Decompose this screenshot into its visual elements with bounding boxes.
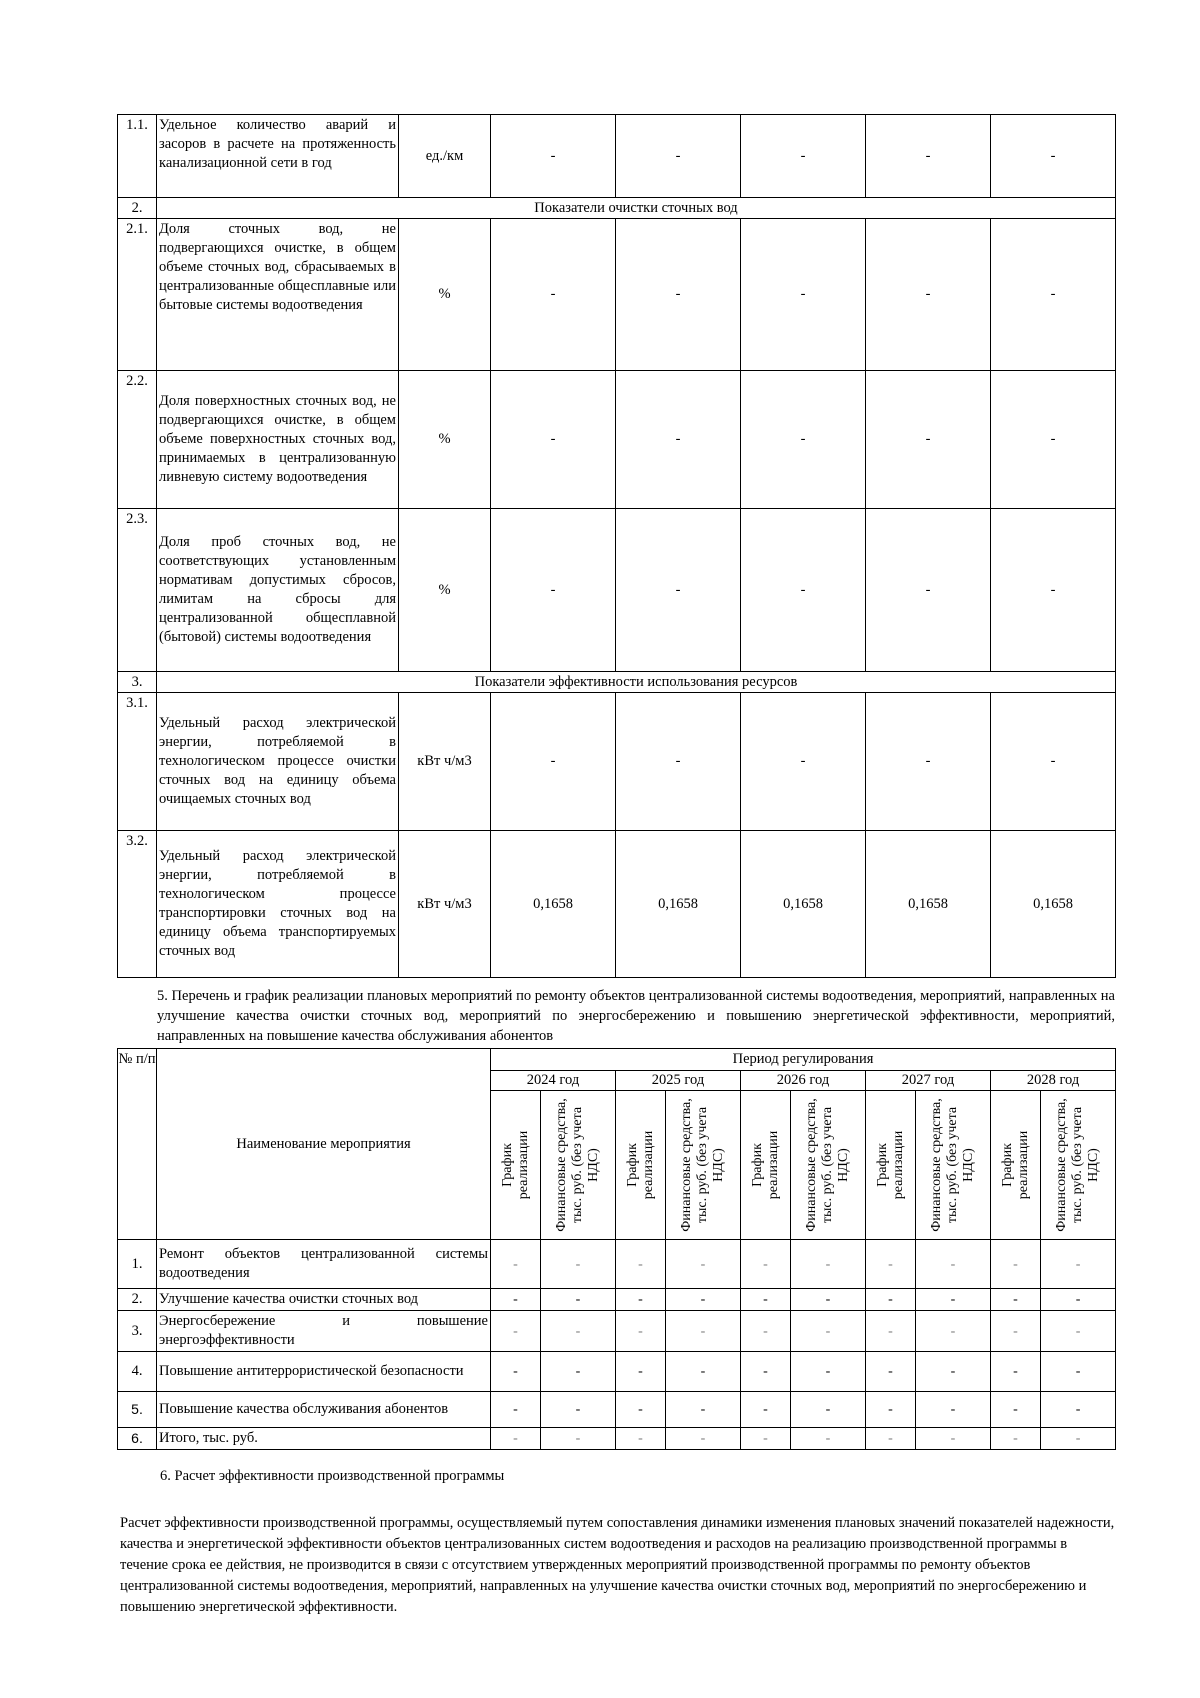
value-cell: - bbox=[741, 1392, 791, 1428]
value-cell: - bbox=[491, 371, 616, 509]
value-cell: - bbox=[1041, 1352, 1116, 1392]
schedule-subheader bbox=[991, 1091, 1041, 1240]
unit-cell: кВт ч/м3 bbox=[399, 693, 491, 831]
value-cell: - bbox=[866, 219, 991, 371]
value-cell: - bbox=[866, 371, 991, 509]
value-cell: - bbox=[666, 1289, 741, 1311]
finance-subheader bbox=[541, 1091, 616, 1240]
measure-name: Улучшение качества очистки сточных вод bbox=[157, 1289, 491, 1311]
value-cell: - bbox=[991, 1311, 1041, 1352]
value-cell: - bbox=[916, 1289, 991, 1311]
unit-cell: % bbox=[399, 509, 491, 672]
finance-subheader bbox=[916, 1091, 991, 1240]
value-cell: - bbox=[741, 1289, 791, 1311]
value-cell: - bbox=[1041, 1428, 1116, 1450]
value-cell: - bbox=[491, 1240, 541, 1289]
value-cell: - bbox=[791, 1289, 866, 1311]
value-cell: - bbox=[866, 1392, 916, 1428]
schedule-label: График реализации bbox=[999, 1130, 1031, 1200]
row-number: 2. bbox=[118, 1289, 157, 1311]
row-number: 2.1. bbox=[118, 219, 157, 371]
table-row bbox=[118, 1240, 1116, 1289]
value-cell: - bbox=[491, 509, 616, 672]
measure-name: Повышение качества обслуживания абонентов bbox=[157, 1392, 491, 1428]
indicator-name: Удельное количество аварий и засоров в расчете на протяженность канализационной сети в год bbox=[157, 115, 399, 198]
unit-cell: ед./км bbox=[399, 115, 491, 198]
value-cell: - bbox=[791, 1352, 866, 1392]
table-row bbox=[118, 1311, 1116, 1352]
table-row bbox=[118, 115, 1116, 198]
value-cell: 0,1658 bbox=[616, 831, 741, 978]
value-cell: - bbox=[791, 1240, 866, 1289]
measure-name: Энергосбережение и повышение энергоэффективности bbox=[157, 1311, 491, 1352]
measure-name: Итого, тыс. руб. bbox=[157, 1428, 491, 1450]
table-row bbox=[118, 1428, 1116, 1450]
value-cell: - bbox=[866, 1289, 916, 1311]
value-cell: 0,1658 bbox=[991, 831, 1116, 978]
value-cell: 0,1658 bbox=[741, 831, 866, 978]
finance-subheader bbox=[1041, 1091, 1116, 1240]
col-num-header: № п/п bbox=[118, 1049, 157, 1240]
value-cell: - bbox=[991, 1428, 1041, 1450]
value-cell: - bbox=[616, 371, 741, 509]
value-cell: - bbox=[666, 1311, 741, 1352]
measure-name: Ремонт объектов централизованной системы водоотведения bbox=[157, 1240, 491, 1289]
value-cell: - bbox=[616, 115, 741, 198]
value-cell: - bbox=[991, 509, 1116, 672]
value-cell: - bbox=[541, 1352, 616, 1392]
value-cell: - bbox=[666, 1428, 741, 1450]
value-cell: - bbox=[666, 1352, 741, 1392]
value-cell: - bbox=[741, 693, 866, 831]
value-cell: - bbox=[916, 1428, 991, 1450]
year-header: 2024 год bbox=[491, 1071, 616, 1091]
value-cell: - bbox=[1041, 1289, 1116, 1311]
value-cell: - bbox=[916, 1392, 991, 1428]
value-cell: - bbox=[991, 1352, 1041, 1392]
value-cell: - bbox=[616, 219, 741, 371]
table-row bbox=[118, 1289, 1116, 1311]
section-number: 3. bbox=[118, 672, 157, 693]
finance-label: Финансовые средства, тыс. руб. (без учета НДС) bbox=[804, 1098, 851, 1232]
value-cell: - bbox=[616, 509, 741, 672]
schedule-subheader bbox=[491, 1091, 541, 1240]
value-cell: - bbox=[541, 1428, 616, 1450]
schedule-subheader bbox=[866, 1091, 916, 1240]
value-cell: - bbox=[866, 1311, 916, 1352]
section-5-heading: 5. Перечень и график реализации плановых мероприятий по ремонту объектов централизованной системы водоотведения, мероприятий, направленных на улучшение качества очистки сточных вод, мероприятий по энергосбережению и повышению энергетической эффективности, мероприятий, направленных на повышение качества обслуживания абонентов bbox=[157, 988, 1115, 1044]
unit-cell: кВт ч/м3 bbox=[399, 831, 491, 978]
section-title: Показатели эффективности использования ресурсов bbox=[157, 672, 1116, 693]
unit-cell: % bbox=[399, 219, 491, 371]
value-cell: - bbox=[1041, 1240, 1116, 1289]
table-row bbox=[118, 371, 1116, 509]
value-cell: - bbox=[491, 1428, 541, 1450]
value-cell: - bbox=[916, 1352, 991, 1392]
indicator-name: Удельный расход электрической энергии, потребляемой в технологическом процессе транспортировки сточных вод на единицу объема транспортируемых сточных вод bbox=[157, 831, 399, 978]
row-number: 3.2. bbox=[118, 831, 157, 978]
value-cell: - bbox=[491, 1352, 541, 1392]
row-number: 4. bbox=[118, 1352, 157, 1392]
value-cell: - bbox=[741, 1311, 791, 1352]
value-cell: - bbox=[616, 1392, 666, 1428]
period-header: Период регулирования bbox=[491, 1049, 1116, 1071]
value-cell: - bbox=[916, 1311, 991, 1352]
section-row bbox=[118, 672, 1116, 693]
value-cell: - bbox=[491, 115, 616, 198]
value-cell: - bbox=[791, 1428, 866, 1450]
value-cell: - bbox=[991, 371, 1116, 509]
schedule-label: График реализации bbox=[624, 1130, 656, 1200]
value-cell: - bbox=[791, 1392, 866, 1428]
table-row bbox=[118, 219, 1116, 371]
year-header: 2028 год bbox=[991, 1071, 1116, 1091]
value-cell: - bbox=[741, 371, 866, 509]
year-header: 2025 год bbox=[616, 1071, 741, 1091]
finance-label: Финансовые средства, тыс. руб. (без учета НДС) bbox=[1054, 1098, 1102, 1232]
value-cell: - bbox=[991, 115, 1116, 198]
indicators-table bbox=[117, 114, 1116, 978]
value-cell: - bbox=[916, 1240, 991, 1289]
value-cell: - bbox=[866, 693, 991, 831]
section-row bbox=[118, 198, 1116, 219]
row-number: 2.2. bbox=[118, 371, 157, 509]
value-cell: - bbox=[541, 1392, 616, 1428]
section-title: Показатели очистки сточных вод bbox=[157, 198, 1116, 219]
value-cell: - bbox=[1041, 1311, 1116, 1352]
value-cell: - bbox=[666, 1240, 741, 1289]
indicator-name: Удельный расход электрической энергии, потребляемой в технологическом процессе очистки сточных вод на единицу объема очищаемых сточных вод bbox=[157, 693, 399, 831]
table-row bbox=[118, 1392, 1116, 1428]
value-cell: - bbox=[491, 693, 616, 831]
value-cell: - bbox=[541, 1311, 616, 1352]
finance-label: Финансовые средства, тыс. руб. (без учета НДС) bbox=[929, 1098, 976, 1232]
finance-label: Финансовые средства, тыс. руб. (без учета НДС) bbox=[679, 1098, 726, 1232]
row-number: 1. bbox=[118, 1240, 157, 1289]
value-cell: - bbox=[541, 1240, 616, 1289]
unit-cell: % bbox=[399, 371, 491, 509]
value-cell: - bbox=[866, 1428, 916, 1450]
measure-name: Повышение антитеррористической безопасности bbox=[157, 1352, 491, 1392]
value-cell: 0,1658 bbox=[491, 831, 616, 978]
value-cell: - bbox=[741, 219, 866, 371]
finance-subheader bbox=[791, 1091, 866, 1240]
value-cell: - bbox=[991, 1240, 1041, 1289]
table-header-row bbox=[118, 1049, 1116, 1071]
table-row bbox=[118, 1352, 1116, 1392]
year-header: 2027 год bbox=[866, 1071, 991, 1091]
section-number: 2. bbox=[118, 198, 157, 219]
value-cell: - bbox=[791, 1311, 866, 1352]
schedule-label: График реализации bbox=[749, 1130, 781, 1200]
value-cell: - bbox=[491, 1289, 541, 1311]
schedule-label: График реализации bbox=[499, 1130, 531, 1200]
schedule-subheader bbox=[616, 1091, 666, 1240]
value-cell: - bbox=[1041, 1392, 1116, 1428]
value-cell: - bbox=[741, 1240, 791, 1289]
value-cell: - bbox=[866, 509, 991, 672]
value-cell: - bbox=[491, 1311, 541, 1352]
table-row bbox=[118, 509, 1116, 672]
value-cell: - bbox=[741, 509, 866, 672]
value-cell: - bbox=[491, 1392, 541, 1428]
value-cell: - bbox=[866, 1352, 916, 1392]
schedule-subheader bbox=[741, 1091, 791, 1240]
value-cell: - bbox=[741, 1352, 791, 1392]
value-cell: - bbox=[741, 1428, 791, 1450]
value-cell: - bbox=[991, 1392, 1041, 1428]
row-number: 3.1. bbox=[118, 693, 157, 831]
value-cell: 0,1658 bbox=[866, 831, 991, 978]
value-cell: - bbox=[866, 1240, 916, 1289]
row-number: 6. bbox=[118, 1428, 157, 1450]
finance-subheader bbox=[666, 1091, 741, 1240]
value-cell: - bbox=[616, 1240, 666, 1289]
schedule-label: График реализации bbox=[874, 1130, 906, 1200]
row-number: 5. bbox=[118, 1392, 157, 1428]
row-number: 3. bbox=[118, 1311, 157, 1352]
table-row bbox=[118, 831, 1116, 978]
value-cell: - bbox=[616, 693, 741, 831]
indicator-name: Доля проб сточных вод, не соответствующих установленным нормативам допустимых сбросов, лимитам на сбросы для централизованной общесплавной (бытовой) системы водоотведения bbox=[157, 509, 399, 672]
row-number: 2.3. bbox=[118, 509, 157, 672]
value-cell: - bbox=[616, 1428, 666, 1450]
row-number: 1.1. bbox=[118, 115, 157, 198]
year-header: 2026 год bbox=[741, 1071, 866, 1091]
value-cell: - bbox=[991, 693, 1116, 831]
measures-table bbox=[117, 1048, 1116, 1450]
value-cell: - bbox=[991, 219, 1116, 371]
value-cell: - bbox=[616, 1289, 666, 1311]
value-cell: - bbox=[616, 1311, 666, 1352]
indicator-name: Доля поверхностных сточных вод, не подвергающихся очистке, в общем объеме поверхностных сточных вод, принимаемых в централизованную ливневую систему водоотведения bbox=[157, 371, 399, 509]
value-cell: - bbox=[616, 1352, 666, 1392]
value-cell: - bbox=[491, 219, 616, 371]
col-name-header: Наименование мероприятия bbox=[157, 1049, 491, 1240]
section-6-heading: 6. Расчет эффективности производственной программы bbox=[160, 1468, 505, 1484]
indicator-name: Доля сточных вод, не подвергающихся очистке, в общем объеме сточных вод, сбрасываемых в централизованные общесплавные или бытовые системы водоотведения bbox=[157, 219, 399, 371]
value-cell: - bbox=[991, 1289, 1041, 1311]
value-cell: - bbox=[866, 115, 991, 198]
section-6-paragraph: Расчет эффективности производственной программы, осуществляемый путем сопоставления динамики изменения плановых значений показателей надежности, качества и энергетической эффективности объектов централизованных систем водоотведения и расходов на реализацию производственной программы в течение срока ее действия, не производится в связи с отсутствием утвержденных мероприятий производственной программы по ремонту объектов централизованной системы водоотведения, мероприятий, направленных на улучшение качества очистки сточных вод, мероприятий по энергосбережению и повышению энергетической эффективности. bbox=[120, 1515, 1115, 1615]
finance-label: Финансовые средства, тыс. руб. (без учета НДС) bbox=[554, 1098, 601, 1232]
table-row bbox=[118, 693, 1116, 831]
value-cell: - bbox=[666, 1392, 741, 1428]
value-cell: - bbox=[741, 115, 866, 198]
value-cell: - bbox=[541, 1289, 616, 1311]
